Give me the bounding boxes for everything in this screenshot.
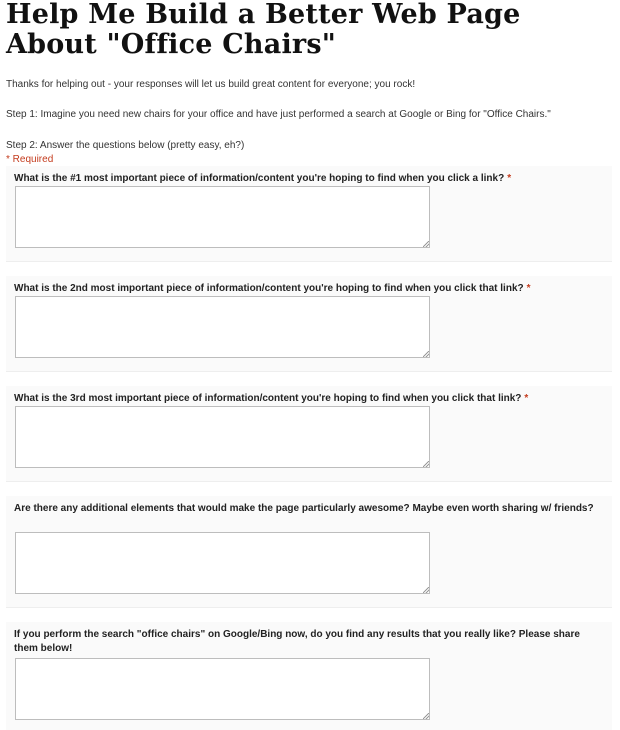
question-4	[6, 496, 612, 608]
required-note: * Required	[6, 154, 54, 165]
question-2-label: What is the 2nd most important piece of information/content you're hoping to find when you click that link? *	[14, 283, 531, 294]
question-1-label: What is the #1 most important piece of information/content you're hoping to find when you click a link? *	[14, 173, 512, 184]
required-asterisk: *	[524, 393, 529, 404]
question-4-answer[interactable]	[15, 532, 430, 594]
step-2-text: Step 2: Answer the questions below (pretty easy, eh?)	[6, 140, 245, 151]
question-4-label: Are there any additional elements that would make the page particularly awesome? Maybe even worth sharing w/ friends?	[14, 503, 594, 514]
required-asterisk: *	[507, 173, 512, 184]
required-asterisk: *	[526, 283, 531, 294]
intro-text: Thanks for helping out - your responses will let us build great content for everyone; you rock!	[6, 79, 416, 90]
question-3	[6, 386, 612, 482]
question-1-answer[interactable]	[15, 186, 430, 248]
question-3-label: What is the 3rd most important piece of information/content you're hoping to find when you click that link? *	[14, 393, 529, 404]
question-1	[6, 166, 612, 262]
question-5-label: If you perform the search "office chairs" on Google/Bing now, do you find any results that you really like? Please share them below!	[14, 629, 580, 654]
question-2	[6, 276, 612, 372]
page-title: Help Me Build a Better Web Page About "Office Chairs"	[6, 0, 521, 60]
question-5-answer[interactable]	[15, 658, 430, 720]
question-3-answer[interactable]	[15, 406, 430, 468]
step-1-text: Step 1: Imagine you need new chairs for your office and have just performed a search at Google or Bing for "Office Chairs."	[6, 109, 551, 120]
question-5	[6, 622, 612, 730]
question-2-answer[interactable]	[15, 296, 430, 358]
